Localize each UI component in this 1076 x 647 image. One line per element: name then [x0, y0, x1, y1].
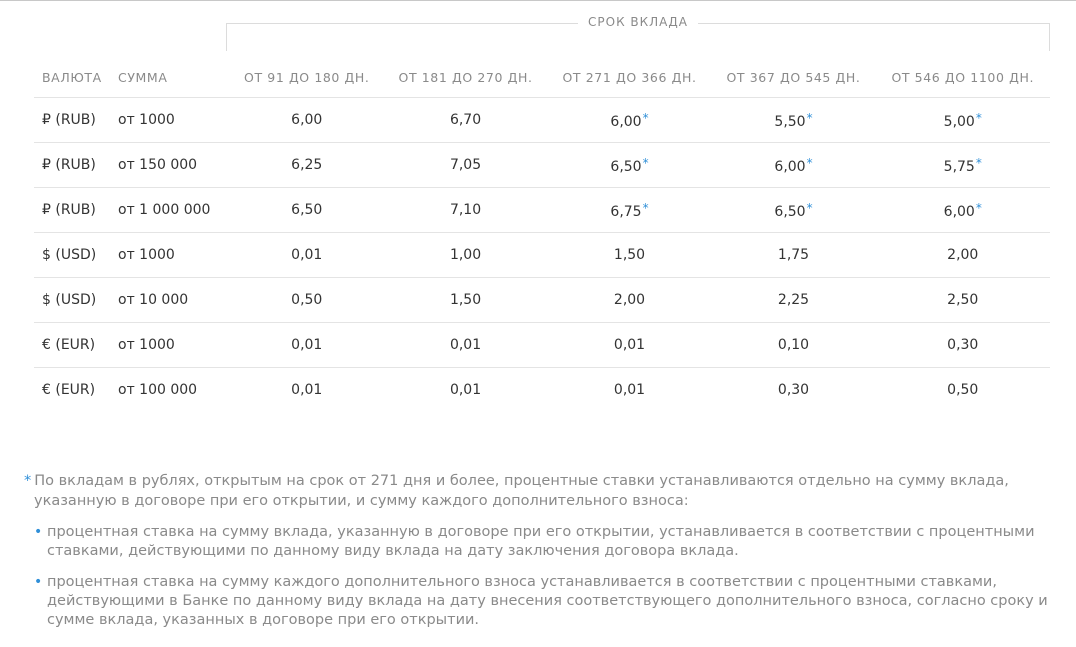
- rate-value: 6,00: [774, 158, 806, 175]
- cell-rate-term-546-1100: [875, 368, 1050, 413]
- cell-rate-term-271-366: [548, 278, 712, 323]
- cell-rate-term-367-545: [712, 98, 876, 143]
- cell-rate-term-367-545: [712, 188, 876, 233]
- cell-currency: ₽ (RUB): [34, 188, 118, 233]
- cell-rate-term-181-270: [384, 233, 548, 278]
- footnote-asterisk: *: [24, 473, 32, 489]
- table-row: [34, 233, 1050, 278]
- rate-footnote-asterisk: *: [806, 155, 813, 170]
- cell-amount: от 100 000: [118, 368, 230, 413]
- rate-value: 1,00: [449, 247, 482, 263]
- rate-value: 7,10: [449, 202, 482, 218]
- rate-footnote-asterisk: *: [806, 110, 813, 125]
- bullet-dot-icon: •: [34, 574, 43, 590]
- rate-value: 2,00: [613, 292, 646, 308]
- cell-rate-term-181-270: [384, 368, 548, 413]
- rate-value: 0,01: [449, 337, 482, 353]
- cell-rate-term-271-366: [548, 323, 712, 368]
- cell-amount: от 10 000: [118, 278, 230, 323]
- cell-amount: от 1 000 000: [118, 188, 230, 233]
- cell-rate-term-91-180: [230, 98, 384, 143]
- cell-rate-term-91-180: [230, 143, 384, 188]
- rate-value: 6,75: [610, 203, 642, 220]
- rate-value: 2,25: [777, 292, 810, 308]
- cell-rate-term-181-270: [384, 188, 548, 233]
- cell-rate-term-271-366: [548, 98, 712, 143]
- cell-currency: € (EUR): [34, 368, 118, 413]
- bullet-dot-icon: •: [34, 524, 43, 540]
- cell-amount: от 1000: [118, 233, 230, 278]
- rate-footnote-asterisk: *: [975, 200, 982, 215]
- rate-value: 0,01: [291, 247, 323, 263]
- footnote-bullet-item: [34, 523, 1054, 561]
- rate-footnote-asterisk: *: [806, 200, 813, 215]
- header-term-181-270: ОТ 181 ДО 270 ДН.: [398, 69, 533, 85]
- cell-rate-term-546-1100: [875, 278, 1050, 323]
- footnote-text: [24, 471, 1054, 491]
- cell-rate-term-91-180: [230, 188, 384, 233]
- footnote-line-1: По вкладам в рублях, открытым на срок от 271 дня и более, процентные ставки устанавливаются отдельно на сумму вклада,: [34, 473, 1009, 489]
- footnote-bullet-text: процентная ставка на сумму вклада, указанную в договоре при его открытии, устанавливается в соответствии с процентными ставками, действующими по данному виду вклада на дату заключения договора вклада.: [47, 524, 1035, 559]
- cell-currency: $ (USD): [34, 233, 118, 278]
- cell-rate-term-181-270: [384, 143, 548, 188]
- cell-rate-term-367-545: [712, 323, 876, 368]
- cell-rate-term-271-366: [548, 368, 712, 413]
- rate-footnote-asterisk: *: [642, 200, 649, 215]
- rate-value: 6,00: [610, 113, 642, 130]
- rate-value: 1,75: [777, 247, 810, 263]
- cell-rate-term-367-545: [712, 143, 876, 188]
- header-term-546-1100: ОТ 546 ДО 1100 ДН.: [891, 69, 1035, 85]
- header-currency: ВАЛЮТА: [42, 69, 102, 85]
- table-row: [34, 368, 1050, 413]
- cell-rate-term-271-366: [548, 188, 712, 233]
- rate-value: 0,01: [613, 382, 646, 398]
- rate-value: 2,50: [947, 292, 979, 308]
- cell-rate-term-546-1100: [875, 233, 1050, 278]
- cell-currency: $ (USD): [34, 278, 118, 323]
- deposit-rates-table: [34, 57, 1050, 412]
- rate-value: 7,05: [449, 157, 482, 173]
- footnote: [24, 471, 1054, 642]
- cell-rate-term-271-366: [548, 143, 712, 188]
- header-term-91-180: ОТ 91 ДО 180 ДН.: [244, 69, 370, 85]
- cell-rate-term-181-270: [384, 278, 548, 323]
- rate-value: 5,75: [943, 158, 975, 175]
- rate-footnote-asterisk: *: [642, 155, 649, 170]
- footnote-line-2: указанную в договоре при его открытии, и сумму каждого дополнительного взноса:: [34, 493, 689, 509]
- rate-value: 5,00: [943, 113, 975, 130]
- cell-rate-term-367-545: [712, 233, 876, 278]
- cell-currency: ₽ (RUB): [34, 98, 118, 143]
- cell-rate-term-181-270: [384, 323, 548, 368]
- cell-rate-term-181-270: [384, 98, 548, 143]
- rate-value: 2,00: [947, 247, 979, 263]
- term-group-title: СРОК ВКЛАДА: [578, 15, 698, 29]
- table-header-row: [34, 57, 1050, 98]
- cell-rate-term-91-180: [230, 368, 384, 413]
- rate-footnote-asterisk: *: [975, 155, 982, 170]
- rate-value: 6,50: [610, 158, 642, 175]
- footnote-bullet-item: [34, 573, 1054, 630]
- rate-footnote-asterisk: *: [975, 110, 982, 125]
- table-row: [34, 143, 1050, 188]
- rate-value: 0,10: [777, 337, 810, 353]
- rate-value: 0,01: [291, 337, 323, 353]
- table-row: [34, 323, 1050, 368]
- footnote-bullet-text: процентная ставка на сумму каждого дополнительного взноса устанавливается в соответствии с процентными ставками, действующими в Банке по данному виду вклада на дату внесения соответствующего дополнительного взноса, согласно сроку и сумме вклада, указанных в договоре при его открытии.: [47, 574, 1048, 628]
- rate-value: 6,00: [291, 112, 323, 128]
- cell-amount: от 1000: [118, 98, 230, 143]
- rate-value: 0,01: [291, 382, 323, 398]
- header-amount: СУММА: [118, 69, 168, 85]
- table-row: [34, 98, 1050, 143]
- rate-value: 0,50: [947, 382, 979, 398]
- cell-rate-term-546-1100: [875, 323, 1050, 368]
- rate-value: 0,01: [449, 382, 482, 398]
- cell-rate-term-546-1100: [875, 188, 1050, 233]
- cell-rate-term-91-180: [230, 278, 384, 323]
- rate-value: 1,50: [613, 247, 646, 263]
- header-term-367-545: ОТ 367 ДО 545 ДН.: [726, 69, 861, 85]
- cell-rate-term-546-1100: [875, 98, 1050, 143]
- cell-rate-term-91-180: [230, 323, 384, 368]
- cell-currency: ₽ (RUB): [34, 143, 118, 188]
- header-term-271-366: ОТ 271 ДО 366 ДН.: [562, 69, 697, 85]
- cell-rate-term-91-180: [230, 233, 384, 278]
- cell-rate-term-271-366: [548, 233, 712, 278]
- cell-amount: от 1000: [118, 323, 230, 368]
- table-body: [34, 98, 1050, 413]
- footnote-bullet-list: [24, 523, 1054, 630]
- cell-rate-term-546-1100: [875, 143, 1050, 188]
- rate-value: 6,25: [291, 157, 323, 173]
- rate-value: 6,00: [943, 203, 975, 220]
- rate-value: 5,50: [774, 113, 806, 130]
- rate-footnote-asterisk: *: [642, 110, 649, 125]
- rate-value: 6,50: [774, 203, 806, 220]
- cell-rate-term-367-545: [712, 368, 876, 413]
- rate-value: 1,50: [449, 292, 482, 308]
- table-row: [34, 188, 1050, 233]
- cell-rate-term-367-545: [712, 278, 876, 323]
- rate-value: 0,30: [777, 382, 810, 398]
- rate-value: 0,50: [291, 292, 323, 308]
- table-row: [34, 278, 1050, 323]
- cell-currency: € (EUR): [34, 323, 118, 368]
- cell-amount: от 150 000: [118, 143, 230, 188]
- rate-value: 0,01: [613, 337, 646, 353]
- rate-value: 0,30: [947, 337, 979, 353]
- rate-value: 6,70: [449, 112, 482, 128]
- rate-value: 6,50: [291, 202, 323, 218]
